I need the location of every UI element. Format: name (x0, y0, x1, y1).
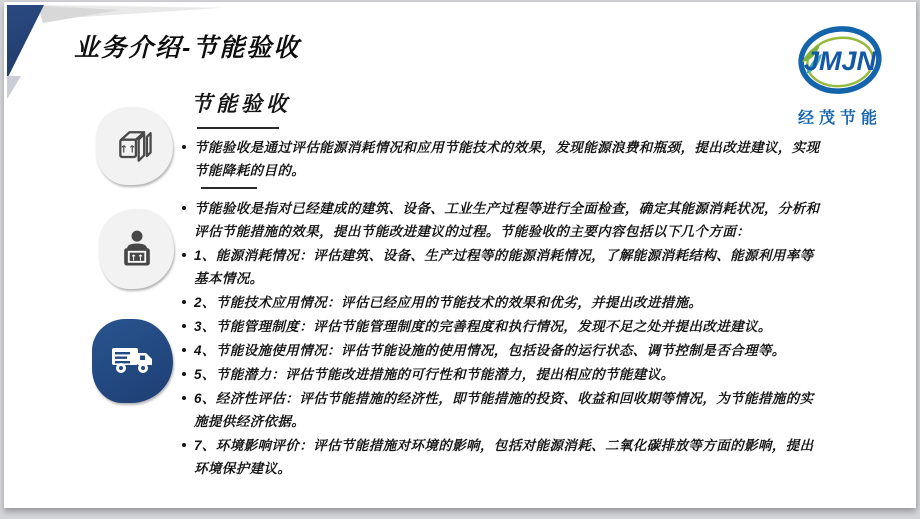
list-item (180, 291, 820, 314)
list-item (180, 315, 820, 338)
section-heading: 节能验收 (191, 93, 291, 116)
bullet-dot (180, 136, 194, 182)
list-item (180, 434, 820, 480)
bullet-text: 3、节能管理制度：评估节能管理制度的完善程度和执行情况，发现不足之处并提出改进建议。 (194, 319, 772, 334)
bullet-text: 7、环境影响评价：评估节能措施对环境的影响，包括对能源消耗、二氧化碳排放等方面的影响，提出环境保护建议。 (194, 438, 814, 476)
logo-emblem-icon (792, 22, 888, 98)
list-item (180, 339, 820, 362)
blob-inspector (99, 209, 174, 289)
bullet-text: 4、节能设施使用情况：评估节能设施的使用情况，包括设备的运行状态、调节控制是否合理等。 (194, 343, 786, 358)
list-item (180, 244, 820, 290)
package-icon (113, 124, 157, 168)
blob-package (96, 107, 173, 185)
bullet-text: 2、节能技术应用情况：评估已经应用的节能技术的效果和优劣，并提出改进措施。 (194, 295, 703, 310)
bullet-dot (180, 339, 194, 362)
person-package-icon (115, 227, 159, 271)
presentation-slide (4, 2, 916, 508)
blob-truck (92, 319, 173, 403)
bullet-dot (180, 315, 194, 338)
bullet-text: 5、节能潜力：评估节能改进措施的可行性和节能潜力，提出相应的节能建议。 (194, 367, 675, 382)
bullet-dot (180, 387, 194, 433)
page-title: 业务介绍-节能验收 (74, 34, 301, 62)
corner-decor-navy (7, 5, 44, 79)
corner-decor-tail (7, 76, 21, 99)
list-item (180, 387, 820, 433)
list-item (180, 197, 820, 243)
list-item (180, 363, 820, 386)
list-item (180, 136, 820, 182)
bullet-text: 1、能源消耗情况：评估建筑、设备、生产过程等的能源消耗情况，了解能源消耗结构、能源利用率等基本情况。 (194, 248, 814, 286)
bullet-dot (180, 291, 194, 314)
section-divider (201, 187, 257, 189)
svg-text:↑↑: ↑↑ (129, 252, 144, 263)
bullet-dot (180, 434, 194, 480)
bullet-dot (180, 244, 194, 290)
svg-text:↑↑: ↑↑ (119, 144, 137, 156)
logo-monogram: JMJN (803, 46, 877, 76)
heading-underline (197, 127, 279, 129)
bullet-text: 6、经济性评估：评估节能措施的经济性，即节能措施的投资、收益和回收期等情况，为节能措施的实施提供经济依据。 (194, 391, 814, 429)
content-column (180, 88, 820, 481)
bullet-text: 节能验收是指对已经建成的建筑、设备、工业生产过程等进行全面检查，确定其能源消耗状况，分析和评估节能措施的效果，提出节能改进建议的过程。节能验收的主要内容包括以下几个方面： (194, 201, 820, 239)
bullet-text: 节能验收是通过评估能源消耗情况和应用节能技术的效果，发现能源浪费和瓶颈，提出改进建议，实现节能降耗的目的。 (194, 140, 820, 178)
delivery-truck-icon (110, 345, 156, 377)
bullet-dot (180, 363, 194, 386)
logo-company-name: 经茂节能 (797, 110, 882, 127)
bullet-dot (180, 197, 194, 243)
